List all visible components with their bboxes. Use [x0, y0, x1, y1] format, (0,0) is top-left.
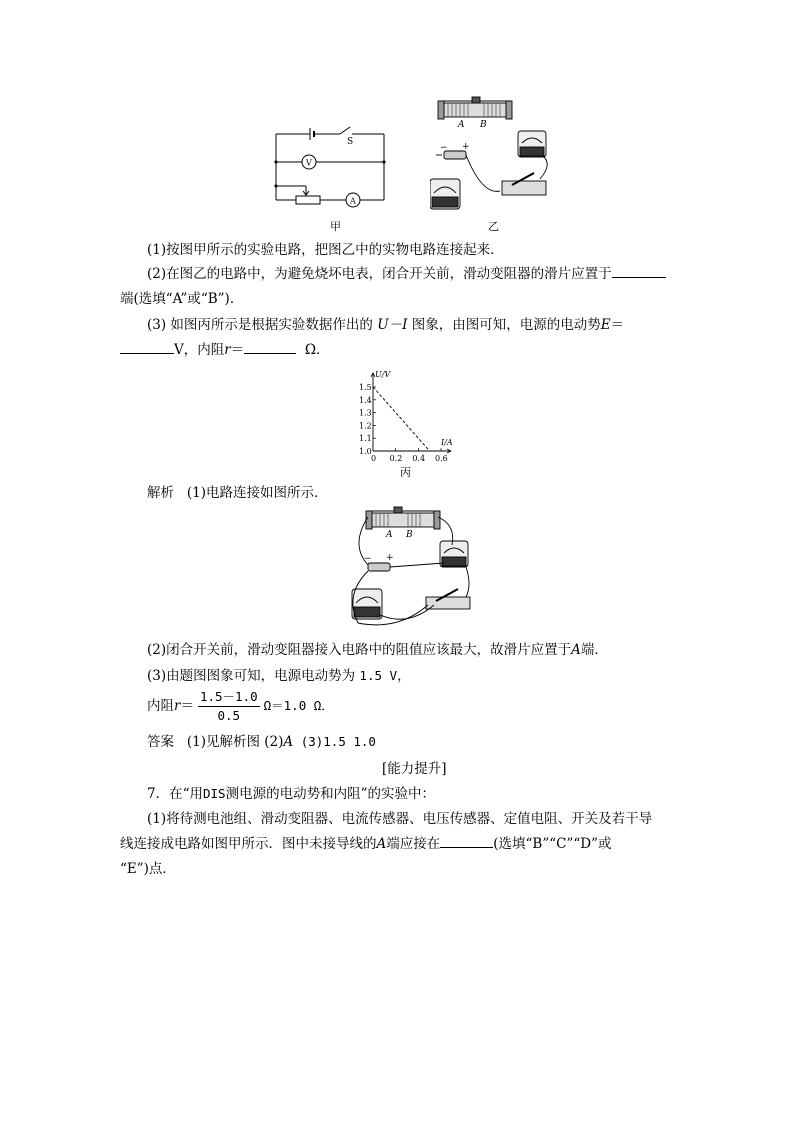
meter-bottom-apparatus — [430, 179, 460, 209]
answer-label: 答案 — [147, 734, 174, 750]
q7-part1-line2 — [120, 834, 612, 854]
q7-intro-a: 7．在“用 — [147, 786, 203, 802]
rheostat-end-b-label: B — [480, 120, 487, 130]
question-part3-e: E — [600, 317, 611, 333]
question-part3-omega: Ω． — [304, 342, 330, 358]
y-tick-label: 1.3 — [359, 408, 372, 418]
q7-answer-blank — [440, 834, 493, 848]
connected-circuit-figure — [348, 505, 473, 633]
q7-p2-a-letter: A — [376, 836, 387, 852]
q7-intro-b: 测电源的电动势和内阻”的实验中： — [225, 786, 435, 802]
analysis-part3 — [147, 666, 411, 686]
y-tick-label: 1.4 — [359, 395, 372, 405]
rheostat-apparatus — [438, 97, 512, 119]
battery-minus-label: − — [440, 143, 448, 153]
x-tick-label: 0.2 — [389, 454, 403, 463]
r-denominator: 0.5 — [217, 708, 241, 723]
question-part3-ui: U－I — [377, 317, 408, 333]
apparatus-figure-yi — [430, 95, 560, 220]
q7-p2-b: 端应接在 — [386, 836, 441, 852]
y-axis-label: U/V — [375, 370, 391, 379]
question-part3-eq2: ＝ — [230, 342, 245, 358]
ammeter-label: A — [350, 196, 356, 206]
analysis-part1: (1)电路连接如图所示． — [186, 485, 328, 501]
circuit-diagram-jia — [268, 122, 392, 214]
r-result: Ω＝1.0 Ω． — [263, 698, 334, 713]
connected-end-b-label: B — [406, 530, 413, 540]
question-part3-line2 — [120, 340, 330, 360]
voltmeter-label: V — [306, 158, 312, 168]
answer-a: A — [283, 734, 294, 750]
q7-part1-line1: (1)将待测电池组、滑动变阻器、电流传感器、电压传感器、定值电阻、开关及若干导 — [147, 811, 653, 827]
question-part2-line2: 端(选填“A”或“B”)． — [120, 291, 244, 307]
r-numerator: 1.5－1.0 — [198, 688, 260, 707]
q7-p2-c: (选填“B”“C”“D”或 — [493, 836, 612, 852]
figure-caption-jia: 甲 — [330, 220, 341, 233]
y-tick-label: 1.2 — [359, 421, 372, 431]
r-fraction — [198, 688, 260, 725]
question-part3-text-b: 图象，由图可知，电源的电动势 — [411, 317, 601, 333]
answer-blank-e — [120, 340, 174, 354]
analysis-part2 — [147, 640, 608, 660]
q7-part1-line3: “E”)点． — [120, 861, 176, 877]
question-part3-line1 — [147, 315, 624, 335]
q7-intro — [147, 784, 435, 804]
answer-text-2: (3)1.5 1.0 — [293, 734, 376, 749]
analysis-part2-end: 端． — [580, 642, 608, 658]
question-part3-v: V，内阻 — [174, 342, 225, 358]
connected-plus-label: + — [386, 553, 394, 563]
meter-top-apparatus — [518, 131, 546, 157]
x-tick-label: 0.4 — [412, 454, 426, 463]
question-part3-r: r — [224, 342, 231, 358]
r-prefix: 内阻 — [147, 698, 174, 714]
r-symbol: r — [174, 698, 181, 714]
answer-blank-r — [244, 340, 296, 354]
analysis-part2-a: A — [571, 642, 581, 658]
q7-p2-a: 线连接成电路如图甲所示．图中未接导线的 — [120, 836, 377, 852]
connected-end-a-label: A — [386, 530, 393, 540]
battery-plus-label: + — [462, 142, 470, 152]
figure-caption-bing: 丙 — [400, 466, 411, 479]
ui-graph-bing — [345, 365, 460, 465]
connected-minus-label: − — [364, 554, 372, 564]
question-part3-text-a: (3) 如图丙所示是根据实验数据作出的 — [147, 317, 373, 333]
switch-label: S — [347, 137, 354, 147]
r-equals: ＝ — [180, 698, 194, 714]
question-part1: (1)按图甲所示的实验电路，把图乙中的实物电路连接起来． — [147, 242, 504, 258]
rheostat-end-a-label: A — [458, 120, 465, 130]
switch-apparatus — [502, 173, 546, 195]
answer-line — [147, 732, 376, 752]
analysis-part3-text: (3)由题图图象可知，电源电动势为 — [147, 668, 356, 684]
rheostat-symbol — [296, 196, 320, 204]
ui-data-line — [373, 387, 430, 451]
question-part3-eq: ＝ — [610, 317, 625, 333]
switch-blade — [340, 127, 350, 134]
question-part2-line1 — [147, 264, 666, 284]
analysis-part2-text: (2)闭合开关前，滑动变阻器接入电路中的阻值应该最大，故滑片应置于 — [147, 642, 572, 658]
answer-blank-2 — [612, 264, 666, 278]
y-tick-label: 1.0 — [359, 447, 372, 456]
analysis-part3-end: ， — [397, 668, 411, 684]
x-tick-label: 0.6 — [435, 454, 448, 463]
x-axis-label: I/A — [441, 438, 453, 447]
q7-dis: DIS — [203, 786, 226, 801]
analysis-part1-line — [147, 483, 328, 503]
y-tick-label: 1.5 — [359, 383, 372, 392]
analysis-r-formula — [147, 688, 334, 725]
section-heading: [能力提升] — [382, 761, 447, 777]
question-part2-text: (2)在图乙的电路中，为避免烧坏电表，闭合开关前，滑动变阻器的滑片应置于 — [147, 266, 612, 282]
analysis-part3-value: 1.5 V — [359, 668, 398, 683]
x-tick-label: 0 — [371, 454, 377, 463]
y-tick-label: 1.1 — [359, 434, 372, 444]
figure-caption-yi: 乙 — [488, 220, 499, 233]
analysis-label: 解析 — [147, 485, 174, 501]
answer-text-1: (1)见解析图 (2) — [186, 734, 284, 750]
